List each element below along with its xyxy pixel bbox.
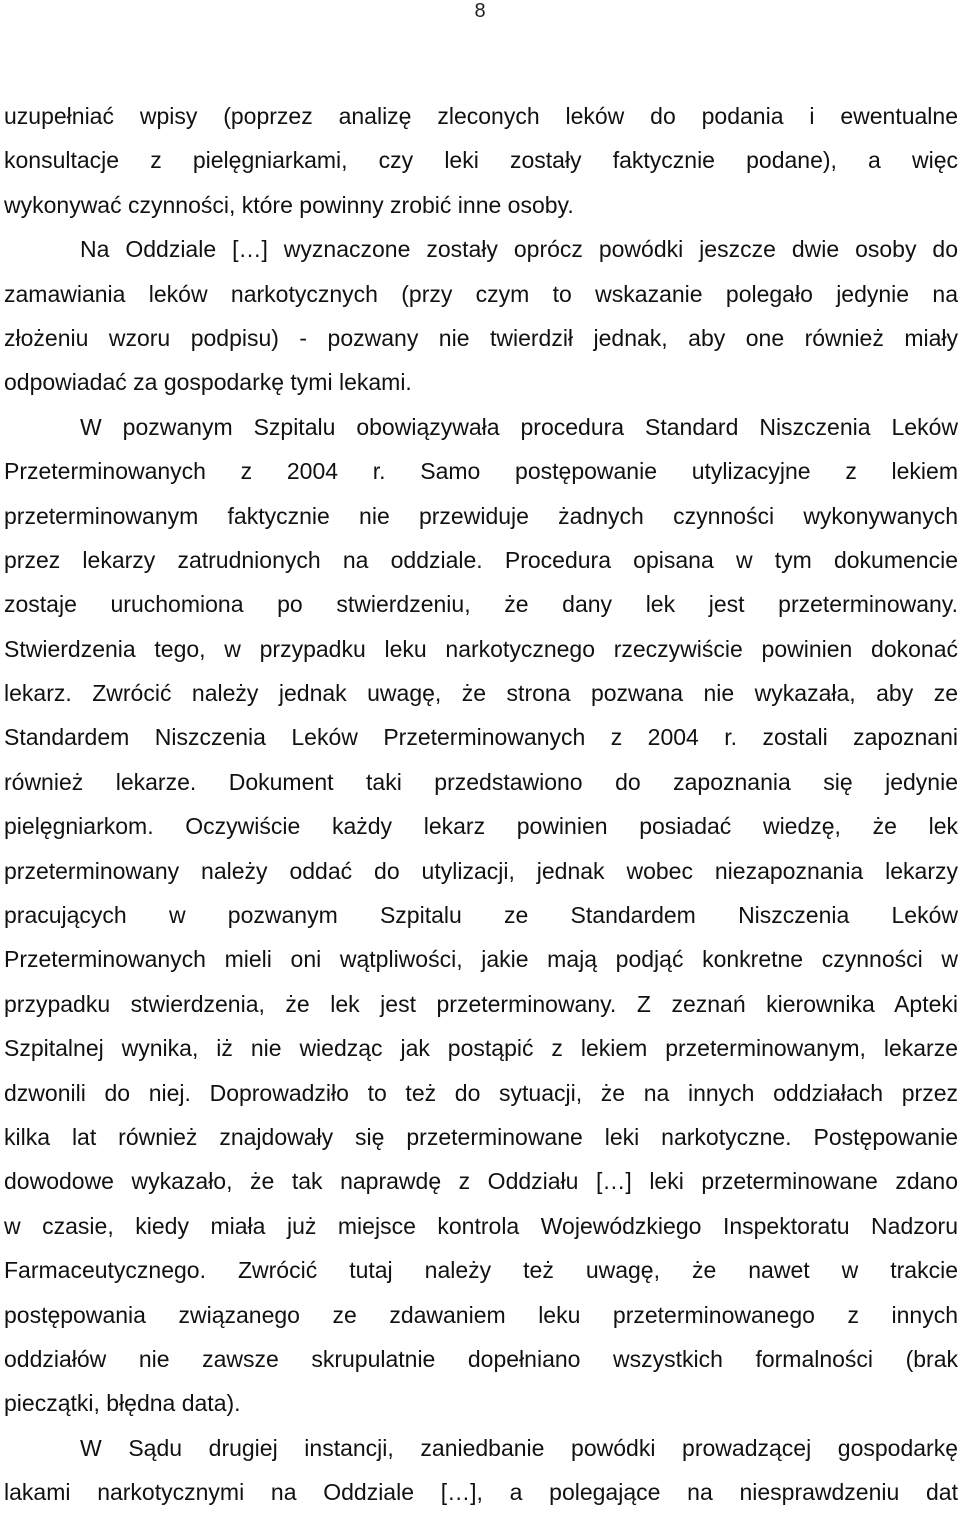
text-line: przez lekarzy zatrudnionych na oddziale. Procedura opisana w tym dokumencie [4,546,958,573]
text-line: przeterminowanym faktycznie nie przewiduje żadnych czynności wykonywanych [4,502,958,529]
text-line: Przeterminowanych mieli oni wątpliwości, jakie mają podjąć konkretne czynności w [4,946,958,973]
text-line: przeterminowany należy oddać do utylizacji, jednak wobec niezapoznania lekarzy [4,857,958,884]
text-line: pielęgniarkom. Oczywiście każdy lekarz powinien posiadać wiedzę, że lek [4,813,958,840]
text-line: przypadku stwierdzenia, że lek jest przeterminowany. Z zeznań kierownika Apteki [4,990,958,1017]
text-line: lekarz. Zwrócić należy jednak uwagę, że strona pozwana nie wykazała, aby ze [4,680,958,707]
text-line: Farmaceutycznego. Zwrócić tutaj należy też uwagę, że nawet w trakcie [4,1257,958,1284]
text-line: postępowania związanego ze zdawaniem leku przeterminowanego z innych [4,1301,958,1328]
text-line: uzupełniać wpisy (poprzez analizę zleconych leków do podania i ewentualne [4,103,958,129]
page-number: 8 [474,0,486,22]
text-line: konsultacje z pielęgniarkami, czy leki zostały faktycznie podane), a więc [4,147,958,174]
text-line: odpowiadać za gospodarkę tymi lekami. [4,369,412,396]
text-line: Standardem Niszczenia Leków Przeterminowanych z 2004 r. zostali zapoznani [4,724,958,751]
text-line: lakami narkotycznymi na Oddziale […], a polegające na niesprawdzeniu dat [4,1479,958,1506]
text-line: Stwierdzenia tego, w przypadku leku narkotycznego rzeczywiście powinien dokonać [4,635,958,662]
text-line: Na Oddziale […] wyznaczone zostały oprócz powódki jeszcze dwie osoby do [80,236,958,263]
text-line: wykonywać czynności, które powinny zrobić inne osoby. [4,191,574,218]
text-line: dowodowe wykazało, że tak naprawdę z Oddziału […] leki przeterminowane zdano [4,1168,958,1195]
text-line: W pozwanym Szpitalu obowiązywała procedura Standard Niszczenia Leków [80,413,958,440]
text-line: zostaje uruchomiona po stwierdzeniu, że dany lek jest przeterminowany. [4,591,958,618]
document-body [4,94,958,1515]
text-line: Przeterminowanych z 2004 r. Samo postępowanie utylizacyjne z lekiem [4,458,958,485]
text-line: kilka lat również znajdowały się przeterminowane leki narkotyczne. Postępowanie [4,1123,958,1150]
text-line: dzwonili do niej. Doprowadziło to też do sytuacji, że na innych oddziałach przez [4,1079,958,1106]
text-line: złożeniu wzoru podpisu) - pozwany nie twierdził jednak, aby one również miały [4,324,958,351]
text-line: oddziałów nie zawsze skrupulatnie dopełniano wszystkich formalności (brak [4,1345,958,1372]
text-line: Szpitalnej wynika, iż nie wiedząc jak postąpić z lekiem przeterminowanym, lekarze [4,1035,958,1062]
text-line: W Sądu drugiej instancji, zaniedbanie powódki prowadzącej gospodarkę [80,1434,958,1461]
text-line: w czasie, kiedy miała już miejsce kontrola Wojewódzkiego Inspektoratu Nadzoru [4,1212,958,1239]
text-line: pracujących w pozwanym Szpitalu ze Standardem Niszczenia Leków [4,902,958,929]
text-line: pieczątki, błędna data). [4,1390,241,1417]
text-line: zamawiania leków narkotycznych (przy czym to wskazanie polegało jedynie na [4,280,958,307]
text-line: również lekarze. Dokument taki przedstawiono do zapoznania się jedynie [4,768,958,795]
